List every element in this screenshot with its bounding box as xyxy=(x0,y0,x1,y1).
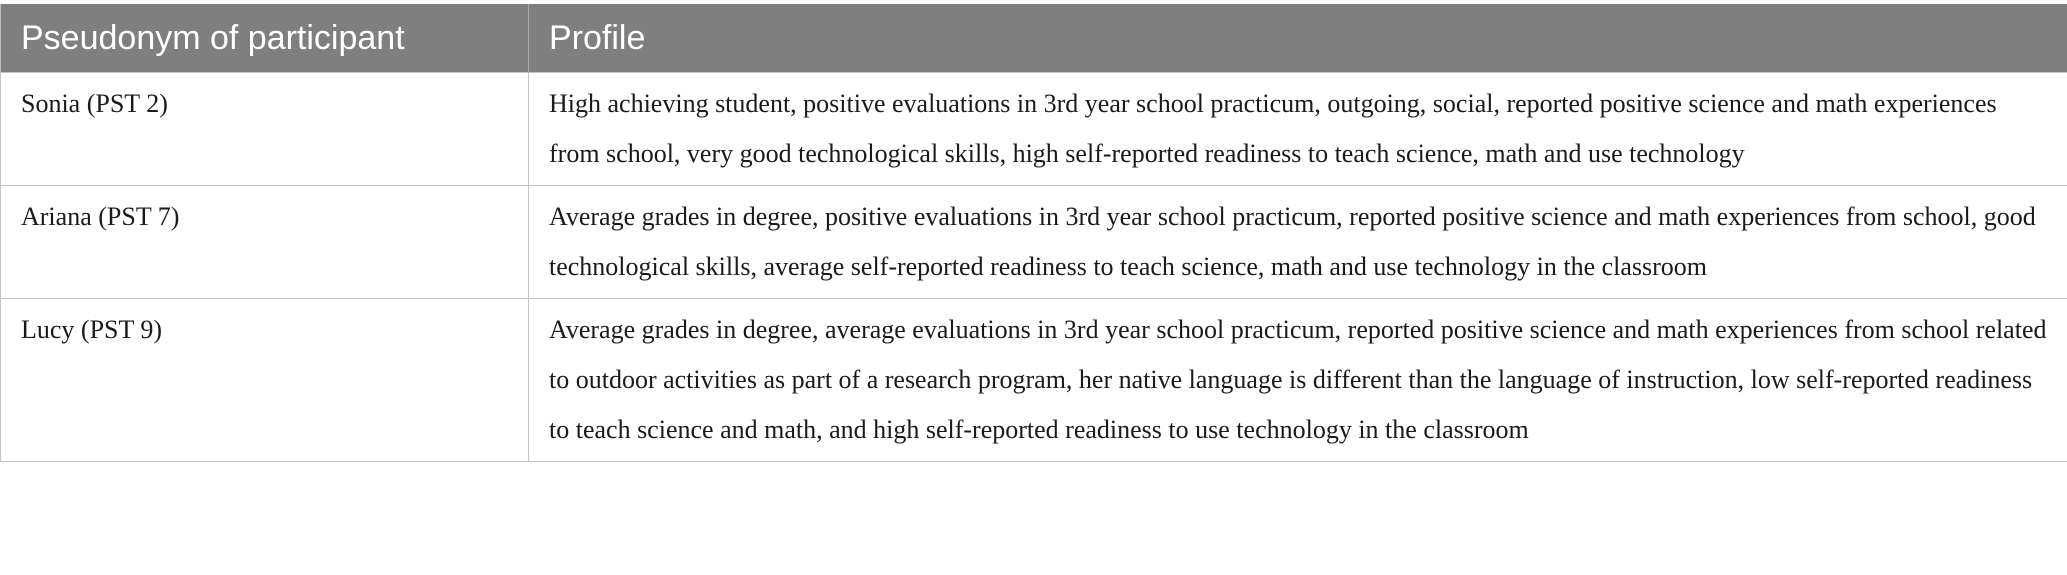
participant-profile-cell: High achieving student, positive evaluations in 3rd year school practicum, outgoing, social, reported positive science and math experiences from school, very good technological skills, high self-reported readiness to teach science, math and use technology xyxy=(529,73,2067,186)
participant-name-cell: Sonia (PST 2) xyxy=(1,73,529,186)
table-row xyxy=(1,73,2067,186)
participant-profile-cell: Average grades in degree, positive evaluations in 3rd year school practicum, reported positive science and math experiences from school, good technological skills, average self-reported readiness to teach science, math and use technology in the classroom xyxy=(529,186,2067,299)
table-row xyxy=(1,186,2067,299)
table-body xyxy=(1,73,2067,462)
participant-name-cell: Lucy (PST 9) xyxy=(1,299,529,462)
table-row xyxy=(1,299,2067,462)
column-header-pseudonym: Pseudonym of participant xyxy=(1,4,529,73)
participant-profile-cell: Average grades in degree, average evaluations in 3rd year school practicum, reported positive science and math experiences from school related to outdoor activities as part of a research program, her native language is different than the language of instruction, low self-reported readiness to teach science and math, and high self-reported readiness to use technology in the classroom xyxy=(529,299,2067,462)
participant-profile-table xyxy=(0,4,2067,462)
participant-profile-table-container xyxy=(0,4,2067,462)
table-header xyxy=(1,4,2067,73)
table-header-row xyxy=(1,4,2067,73)
participant-name-cell: Ariana (PST 7) xyxy=(1,186,529,299)
column-header-profile: Profile xyxy=(529,4,2067,73)
